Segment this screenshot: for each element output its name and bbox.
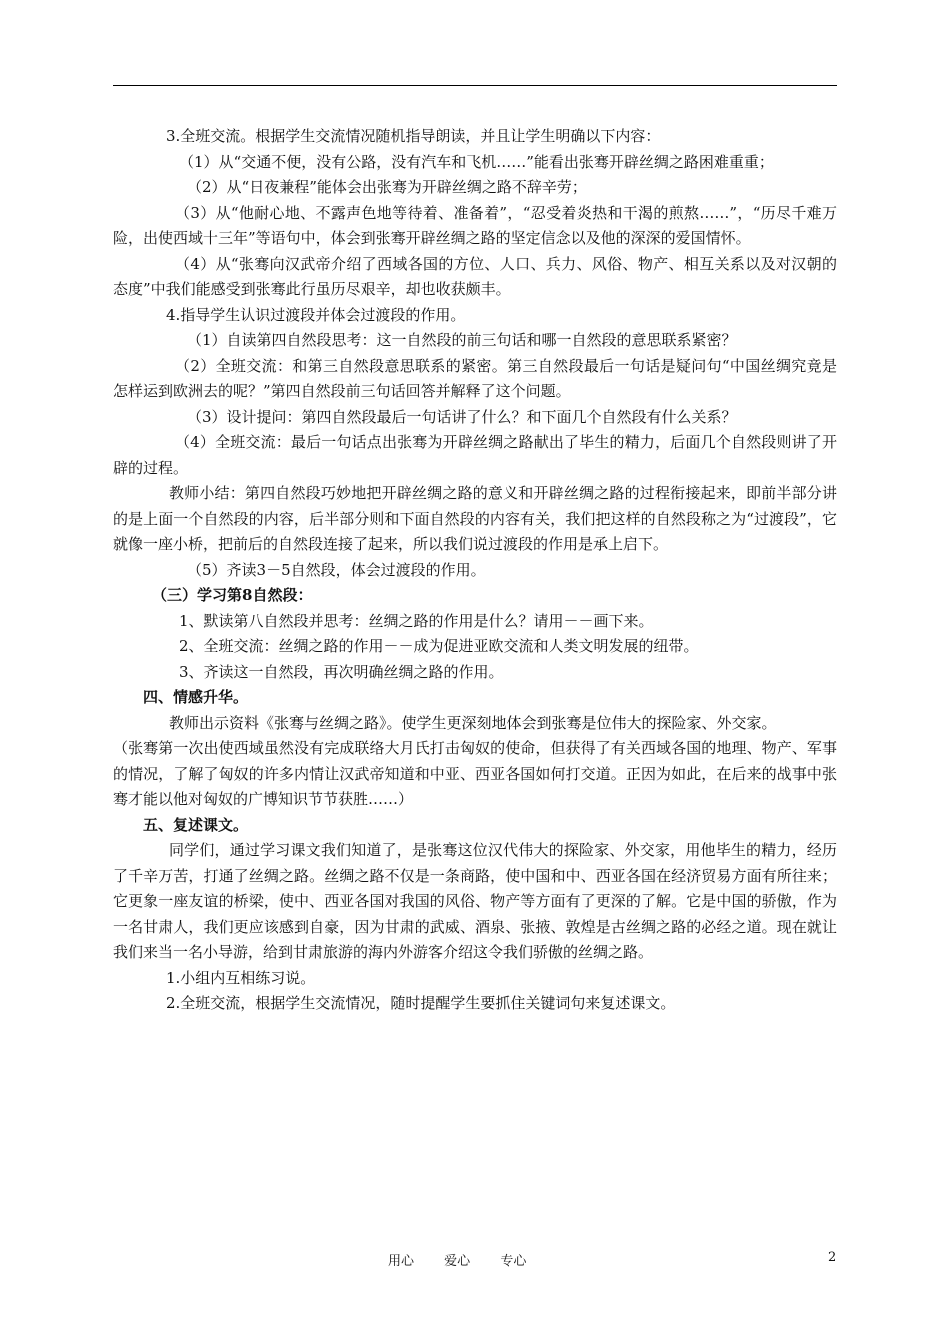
paragraph-teacher-summary: 教师小结：第四自然段巧妙地把开辟丝绸之路的意义和开辟丝绸之路的过程衔接起来，即前半部分讲的是上面一个自然段的内容，后半部分则和下面自然段的内容有关，我们把这样的自然段称之为“过渡段”，它就像一座小桥，把前后的自然段连接了起来，所以我们说过渡段的作用是承上启下。 <box>113 484 837 553</box>
footer-motto-3: 专心 <box>500 1254 527 1269</box>
section-heading-4: 四、情感升华。 <box>143 688 249 706</box>
section-heading-3: （三）学习第8自然段： <box>152 586 313 604</box>
paragraph-step-3: 3.全班交流。根据学生交流情况随机指导朗读，并且让学生明确以下内容： <box>166 127 661 145</box>
footer-motto-2: 爱心 <box>444 1254 471 1269</box>
paragraph-retell-step-2: 2.全班交流，根据学生交流情况，随时提醒学生要抓住关键词句来复述课文。 <box>166 994 676 1012</box>
paragraph-point-3: （3）从“他耐心地、不露声色地等待着、准备着”，“忍受着炎热和干渴的煎熬……”，“历尽千难万险，出使西域十三年”等语句中，体会到张骞开辟丝绸之路的坚定信念以及他的深深的爱国情怀。 <box>113 203 837 247</box>
header-rule <box>113 85 837 86</box>
paragraph-sub-5: （5）齐读3－5自然段，体会过渡段的作用。 <box>187 560 486 579</box>
paragraph-step-4: 4.指导学生认识过渡段并体会过渡段的作用。 <box>166 305 466 324</box>
paragraph-item-2: 2、全班交流：丝绸之路的作用－－成为促进亚欧交流和人类文明发展的纽带。 <box>179 637 699 655</box>
footer-motto-1: 用心 <box>388 1254 415 1269</box>
paragraph-material: 教师出示资料《张骞与丝绸之路》。使学生更深刻地体会到张骞是位伟大的探险家、外交家。 <box>169 713 777 732</box>
paragraph-point-2: （2）从“日夜兼程”能体会出张骞为开辟丝绸之路不辞辛劳； <box>187 178 587 196</box>
paragraph-retell-step-1: 1.小组内互相练习说。 <box>166 968 316 987</box>
footer-motto <box>388 1250 552 1269</box>
paragraph-point-1: （1）从“交通不便，没有公路，没有汽车和飞机……”能看出张骞开辟丝绸之路困难重重； <box>179 152 774 171</box>
page-number: 2 <box>828 1250 837 1265</box>
paragraph-sub-2: （2）全班交流：和第三自然段意思联系的紧密。第三自然段最后一句话是疑问句“中国丝绸究竟是怎样运到欧洲去的呢？”第四自然段前三句话回答并解释了这个问题。 <box>113 356 837 400</box>
paragraph-point-4: （4）从“张骞向汉武帝介绍了西域各国的方位、人口、兵力、风俗、物产、相互关系以及对汉朝的态度”中我们能感受到张骞此行虽历尽艰辛，却也收获颇丰。 <box>113 254 837 298</box>
paragraph-sub-4: （4）全班交流：最后一句话点出张骞为开辟丝绸之路献出了毕生的精力，后面几个自然段则讲了开辟的过程。 <box>113 433 837 477</box>
paragraph-material-note: （张骞第一次出使西域虽然没有完成联络大月氏打击匈奴的使命，但获得了有关西域各国的地理、物产、军事的情况，了解了匈奴的许多内情让汉武帝知道和中亚、西亚各国如何打交道。正因为如此，在后来的战事中张骞才能以他对匈奴的广博知识节节获胜……） <box>113 739 837 808</box>
paragraph-retell: 同学们，通过学习课文我们知道了，是张骞这位汉代伟大的探险家、外交家，用他毕生的精力，经历了千辛万苦，打通了丝绸之路。丝绸之路不仅是一条商路，使中国和中、西亚各国在经济贸易方面有所往来；它更象一座友谊的桥梁，使中、西亚各国对我国的风俗、物产等方面有了更深的了解。它是中国的骄傲，作为一名甘肃人，我们更应该感到自豪，因为甘肃的武威、酒泉、张掖、敦煌是古丝绸之路的必经之道。现在就让我们来当一名小导游，给到甘肃旅游的海内外游客介绍这令我们骄傲的丝绸之路。 <box>113 841 837 961</box>
paragraph-sub-3: （3）设计提问：第四自然段最后一句话讲了什么？和下面几个自然段有什么关系？ <box>187 407 737 426</box>
paragraph-item-3: 3、齐读这一自然段，再次明确丝绸之路的作用。 <box>179 662 504 681</box>
paragraph-sub-1: （1）自读第四自然段思考：这一自然段的前三句话和哪一自然段的意思联系紧密？ <box>187 331 737 349</box>
document-body <box>113 124 837 1017</box>
paragraph-item-1: 1、默读第八自然段并思考：丝绸之路的作用是什么？请用－－画下来。 <box>179 611 654 630</box>
section-heading-5: 五、复述课文。 <box>143 815 249 834</box>
